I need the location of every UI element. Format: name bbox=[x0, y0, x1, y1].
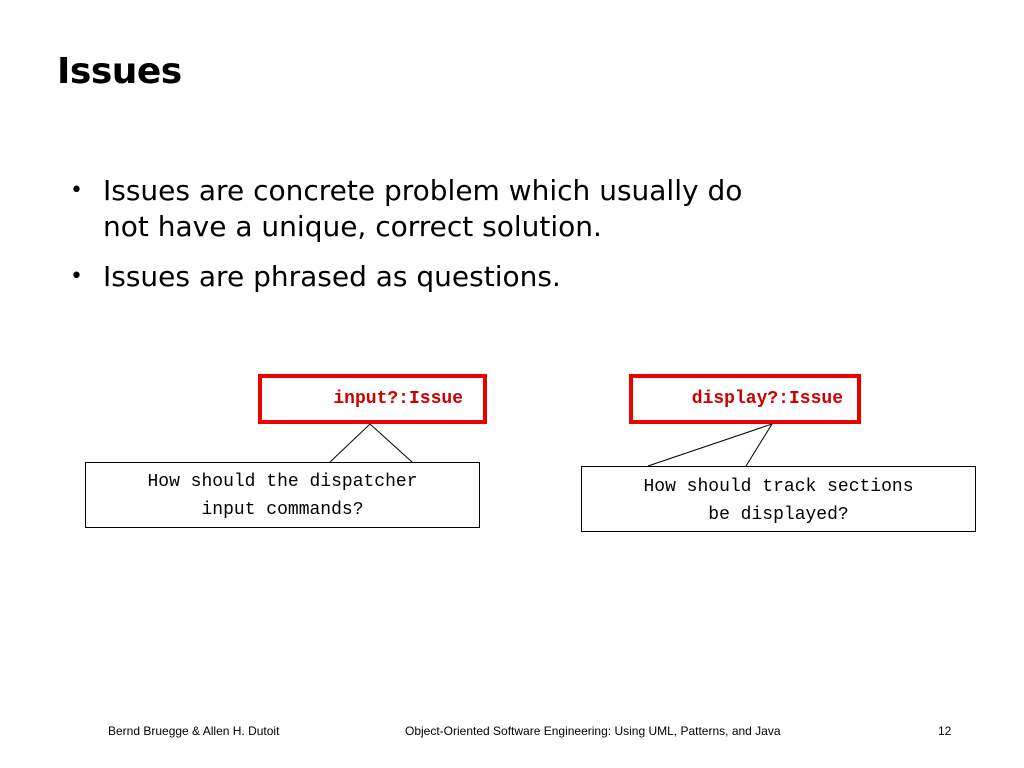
note-text-line: How should track sections bbox=[643, 477, 914, 497]
note-connector-display bbox=[648, 424, 772, 466]
issue-box-display bbox=[629, 374, 861, 424]
note-text-line: be displayed? bbox=[708, 505, 849, 525]
note-box-display bbox=[581, 466, 976, 532]
footer-course-title: Object-Oriented Software Engineering: Using UML, Patterns, and Java bbox=[405, 724, 781, 738]
bullet-dot-icon: • bbox=[70, 264, 83, 289]
bullet-dot-icon: • bbox=[70, 178, 83, 203]
bullet-item bbox=[70, 173, 930, 245]
note-connector-input bbox=[330, 424, 412, 462]
issue-label-input: input?:Issue bbox=[333, 389, 463, 409]
bullet-item bbox=[70, 259, 930, 295]
footer-authors: Bernd Bruegge & Allen H. Dutoit bbox=[108, 724, 280, 738]
bullet-text-line: not have a unique, correct solution. bbox=[103, 210, 602, 243]
note-text-line: input commands? bbox=[201, 500, 364, 520]
slide-title: Issues bbox=[57, 51, 182, 92]
issue-box-input bbox=[258, 374, 487, 424]
issue-label-display: display?:Issue bbox=[691, 389, 843, 409]
bullet-text-line: Issues are phrased as questions. bbox=[103, 260, 561, 293]
bullet-list bbox=[70, 173, 930, 309]
footer-page-number: 12 bbox=[938, 724, 952, 738]
note-box-input bbox=[85, 462, 480, 528]
note-text-line: How should the dispatcher bbox=[147, 472, 418, 492]
bullet-text-line: Issues are concrete problem which usually do bbox=[103, 174, 743, 207]
